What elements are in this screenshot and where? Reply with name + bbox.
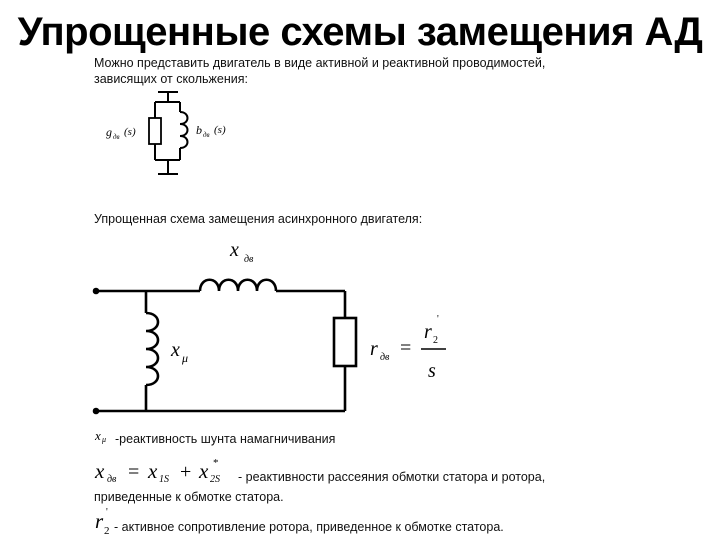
simplified-caption: Упрощенная схема замещения асинхронного двигателя: <box>94 212 423 226</box>
legend-xdv-description-2: приведенные к обмотке статора. <box>94 490 284 504</box>
legend-plus: + <box>180 461 192 483</box>
legend-xdv-lhs-sub: дв <box>107 474 117 485</box>
slide-title: Упрощенные схемы замещения АД <box>17 10 703 54</box>
equals-sign: = <box>400 337 412 359</box>
conductance-resistor-symbol <box>149 118 161 144</box>
legend-xdv-lhs: x <box>95 459 105 483</box>
x-dv-label: x <box>230 239 239 261</box>
g-arg: (s) <box>124 126 136 138</box>
legend-x2: x <box>199 459 209 483</box>
x-mu-sub: μ <box>182 351 189 365</box>
b-arg: (s) <box>214 124 226 136</box>
rotor-resistance-symbol <box>334 318 356 366</box>
g-sub: дв <box>113 133 120 141</box>
legend-r2-symbol: r <box>95 509 104 533</box>
legend-xmu-description: -реактивность шунта намагничивания <box>115 432 336 446</box>
legend-r2-sub: 2 <box>104 525 110 537</box>
fraction-numerator: r <box>424 321 432 343</box>
r-dv-sub: дв <box>380 352 390 363</box>
b-sub: дв <box>203 131 210 139</box>
fraction-denominator: s <box>428 360 436 382</box>
g-label: g <box>106 125 112 139</box>
susceptance-coil-symbol <box>180 112 188 148</box>
legend-r2-prime: ' <box>106 507 108 518</box>
legend-xmu-sub: μ <box>102 435 107 444</box>
legend-xdv-description: - реактивности рассеяния обмотки статора и ротора, <box>238 470 546 484</box>
legend-equals: = <box>128 461 140 483</box>
magnetizing-reactance-coil <box>146 313 158 385</box>
b-label: b <box>196 123 202 137</box>
figure-equivalent-circuit <box>94 280 446 413</box>
legend-r2-description: - активное сопротивление ротора, приведенное к обмотке статора. <box>114 520 504 534</box>
figure-admittance <box>149 92 188 174</box>
intro-line-1: Можно представить двигатель в виде активной и реактивной проводимостей, <box>94 56 546 70</box>
r-dv-label: r <box>370 338 378 360</box>
x-dv-sub: дв <box>244 254 254 265</box>
numerator-prime: ' <box>437 314 439 325</box>
legend-x1-sub: 1S <box>159 474 169 485</box>
legend-xmu-symbol: x <box>95 428 101 443</box>
intro-line-2: зависящих от скольжения: <box>94 72 248 86</box>
legend-x2-sub: 2S <box>210 474 220 485</box>
legend-x1: x <box>148 459 158 483</box>
numerator-sub: 2 <box>433 335 438 346</box>
legend-x2-star: * <box>213 457 219 469</box>
leakage-reactance-coil <box>200 280 276 291</box>
x-mu-label: x <box>171 339 180 361</box>
